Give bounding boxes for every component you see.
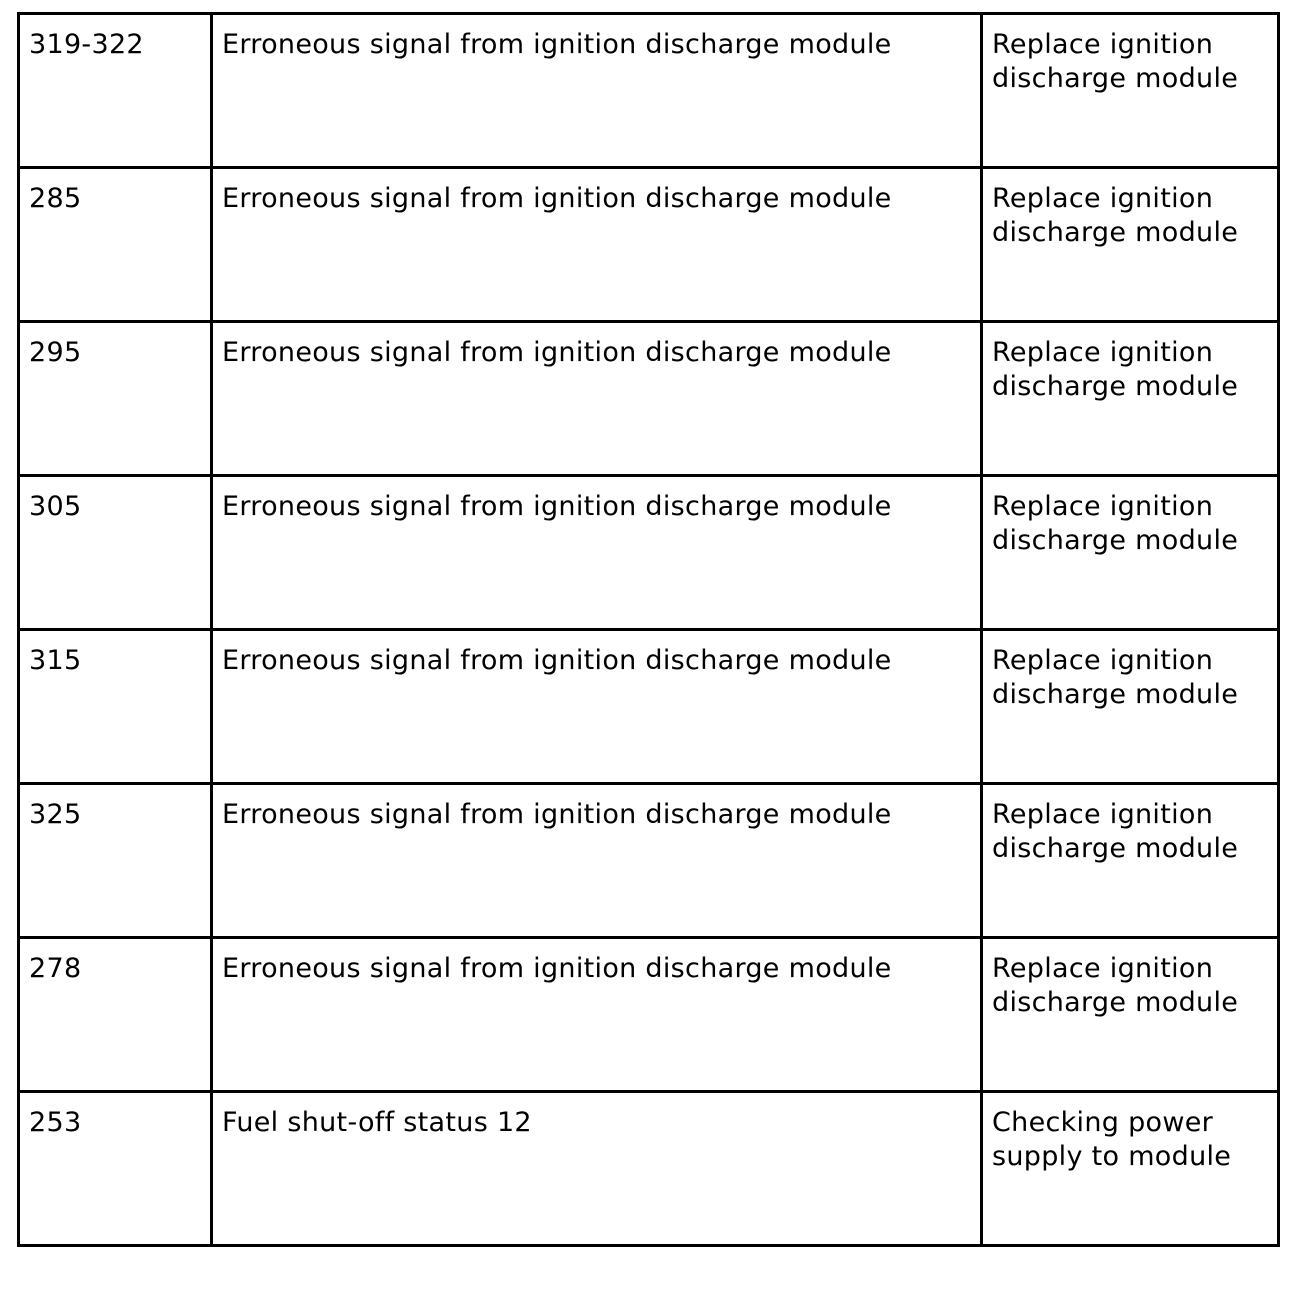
action-line: discharge module	[992, 63, 1239, 94]
fault-description-cell: Erroneous signal from ignition discharge module	[212, 938, 982, 1092]
corrective-action-cell	[982, 14, 1279, 168]
fault-code-cell: 278	[19, 938, 212, 1092]
action-line: Replace ignition	[992, 799, 1214, 830]
action-line: discharge module	[992, 679, 1239, 710]
action-line: discharge module	[992, 525, 1239, 556]
action-line: Replace ignition	[992, 183, 1214, 214]
corrective-action-cell	[982, 630, 1279, 784]
action-line: Replace ignition	[992, 29, 1214, 60]
fault-description-cell: Erroneous signal from ignition discharge module	[212, 784, 982, 938]
table-row	[19, 476, 1279, 630]
fault-description-cell: Erroneous signal from ignition discharge module	[212, 322, 982, 476]
action-line: supply to module	[992, 1141, 1232, 1172]
fault-description-cell: Erroneous signal from ignition discharge module	[212, 476, 982, 630]
corrective-action-cell	[982, 476, 1279, 630]
fault-description-cell: Erroneous signal from ignition discharge module	[212, 630, 982, 784]
table-row	[19, 322, 1279, 476]
fault-code-cell: 325	[19, 784, 212, 938]
fault-code-table	[17, 12, 1280, 1247]
fault-code-cell: 315	[19, 630, 212, 784]
action-line: Replace ignition	[992, 337, 1214, 368]
action-line: discharge module	[992, 833, 1239, 864]
corrective-action-cell	[982, 1092, 1279, 1246]
fault-code-cell: 319-322	[19, 14, 212, 168]
action-line: discharge module	[992, 371, 1239, 402]
table-row	[19, 784, 1279, 938]
corrective-action-cell	[982, 938, 1279, 1092]
fault-description-cell: Erroneous signal from ignition discharge module	[212, 14, 982, 168]
table-row	[19, 168, 1279, 322]
action-line: Replace ignition	[992, 491, 1214, 522]
corrective-action-cell	[982, 784, 1279, 938]
corrective-action-cell	[982, 322, 1279, 476]
table-row	[19, 1092, 1279, 1246]
action-line: Replace ignition	[992, 953, 1214, 984]
action-line: discharge module	[992, 987, 1239, 1018]
action-line: discharge module	[992, 217, 1239, 248]
corrective-action-cell	[982, 168, 1279, 322]
action-line: Replace ignition	[992, 645, 1214, 676]
fault-code-cell: 295	[19, 322, 212, 476]
fault-code-cell: 305	[19, 476, 212, 630]
fault-description-cell: Erroneous signal from ignition discharge module	[212, 168, 982, 322]
fault-code-cell: 253	[19, 1092, 212, 1246]
table-row	[19, 630, 1279, 784]
table-row	[19, 938, 1279, 1092]
table-row	[19, 14, 1279, 168]
fault-code-cell: 285	[19, 168, 212, 322]
action-line: Checking power	[992, 1107, 1214, 1138]
fault-description-cell: Fuel shut-off status 12	[212, 1092, 982, 1246]
